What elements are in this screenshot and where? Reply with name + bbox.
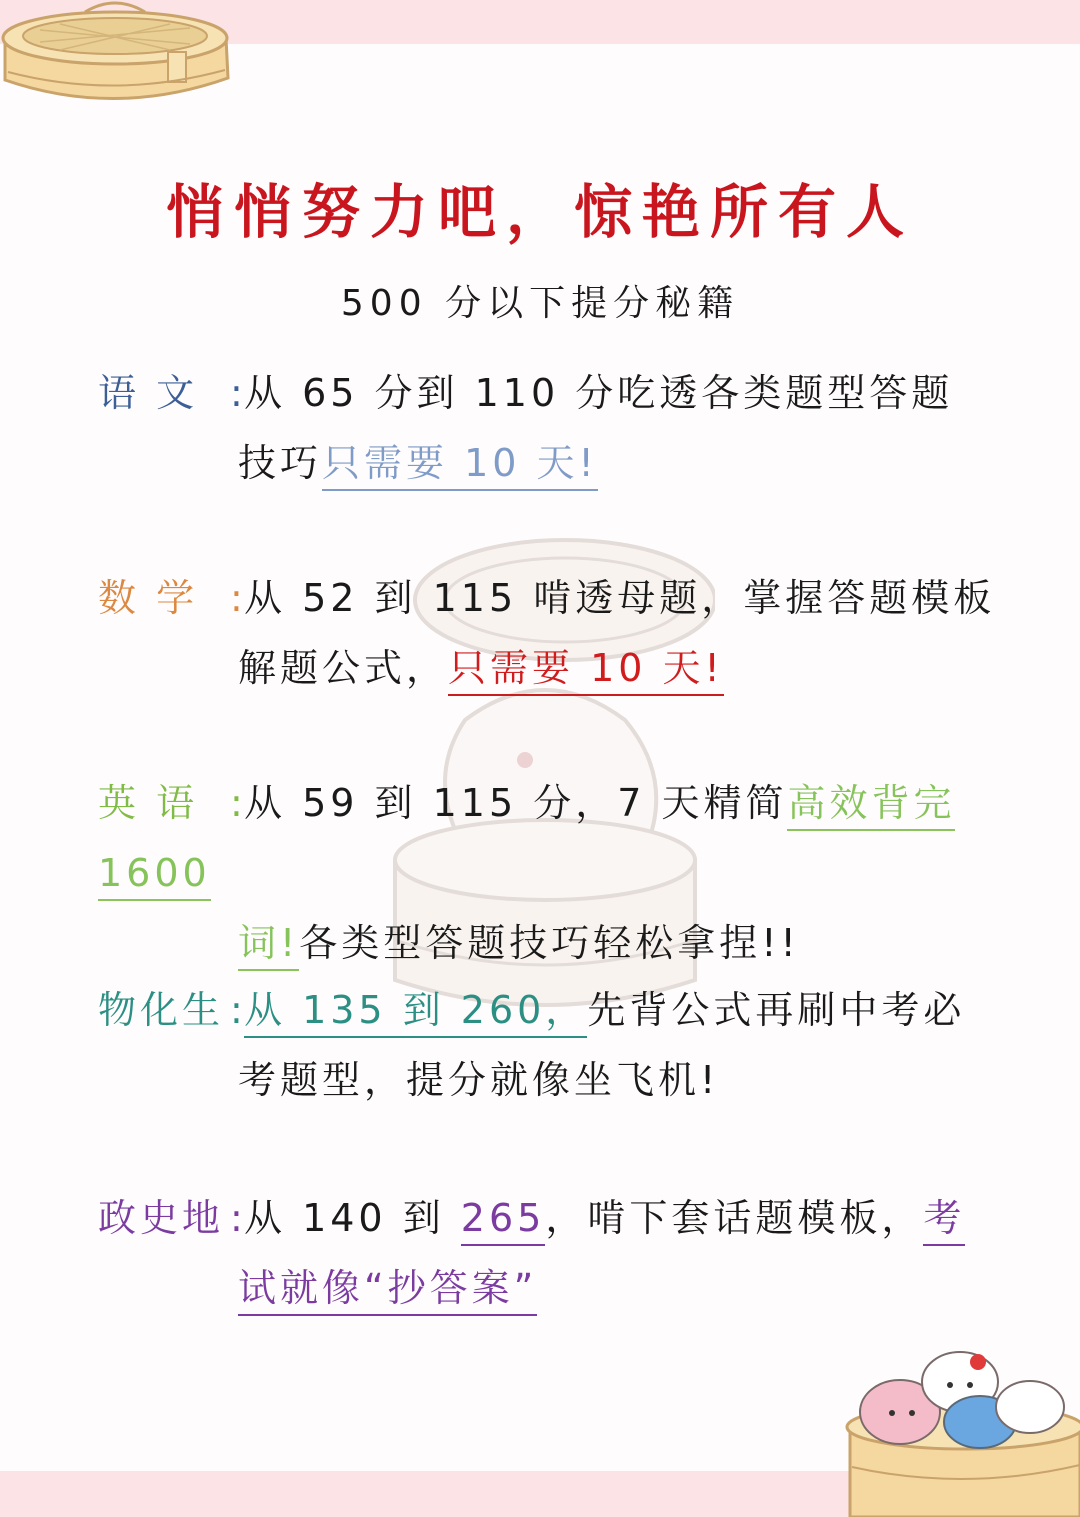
subject-text: 从 140 到 xyxy=(244,1196,461,1240)
subject-text: 考题型，提分就像坐飞机! xyxy=(238,1058,720,1102)
subject-line xyxy=(98,908,998,978)
highlight-text: 试就像“抄答案” xyxy=(238,1266,537,1316)
subject-line xyxy=(98,1045,998,1115)
highlight-text: 265 xyxy=(461,1196,546,1246)
subject-line xyxy=(98,428,998,498)
buns-steamer-illustration xyxy=(830,1347,1080,1517)
page-title: 悄悄努力吧，惊艳所有人 xyxy=(165,178,914,246)
steamer-basket-illustration xyxy=(0,0,235,110)
subject-text: 先背公式再刷中考必 xyxy=(587,988,966,1032)
subject-label: 英 语 xyxy=(98,781,199,825)
subject-line xyxy=(98,358,998,428)
subject-text: ，啃下套话题模板， xyxy=(545,1196,924,1240)
subject-text: 解题公式， xyxy=(238,646,449,690)
highlight-text: 从 135 到 260， xyxy=(244,988,587,1038)
subject-english xyxy=(98,768,998,978)
page-subtitle: 500 分以下提分秘籍 xyxy=(340,283,740,324)
subject-colon: : xyxy=(230,988,247,1032)
subject-chinese xyxy=(98,358,998,498)
highlight-text: 高效背完 1600 xyxy=(98,781,955,901)
highlight-text: 考 xyxy=(923,1196,965,1246)
subject-label: 数 学 xyxy=(98,576,199,620)
subject-text: 各类型答题技巧轻松拿捏!! xyxy=(299,921,800,965)
subject-colon: : xyxy=(230,781,247,825)
subject-science xyxy=(98,975,998,1115)
subject-label: 语 文 xyxy=(98,371,199,415)
subject-line xyxy=(98,768,998,908)
subject-colon: : xyxy=(230,576,247,620)
highlight-text: 只需要 10 天! xyxy=(448,646,724,696)
highlight-text: 只需要 10 天! xyxy=(322,441,598,491)
subject-line xyxy=(98,1253,998,1323)
subject-line xyxy=(98,1183,998,1253)
subject-humanities xyxy=(98,1183,998,1323)
subject-text: 从 65 分到 110 分吃透各类题型答题 xyxy=(244,371,954,415)
highlight-text: 词! xyxy=(238,921,299,971)
subject-line xyxy=(98,975,998,1045)
subject-colon: : xyxy=(230,1196,247,1240)
subject-text: 从 59 到 115 分，7 天精简 xyxy=(244,781,788,825)
subject-text: 从 52 到 115 啃透母题，掌握答题模板 xyxy=(244,576,996,620)
subject-math xyxy=(98,563,998,703)
subject-line xyxy=(98,563,998,633)
subject-text: 技巧 xyxy=(238,441,323,485)
subject-label: 政史地 xyxy=(98,1196,225,1240)
subject-label: 物化生 xyxy=(98,988,225,1032)
subject-line xyxy=(98,633,998,703)
subject-colon: : xyxy=(230,371,247,415)
